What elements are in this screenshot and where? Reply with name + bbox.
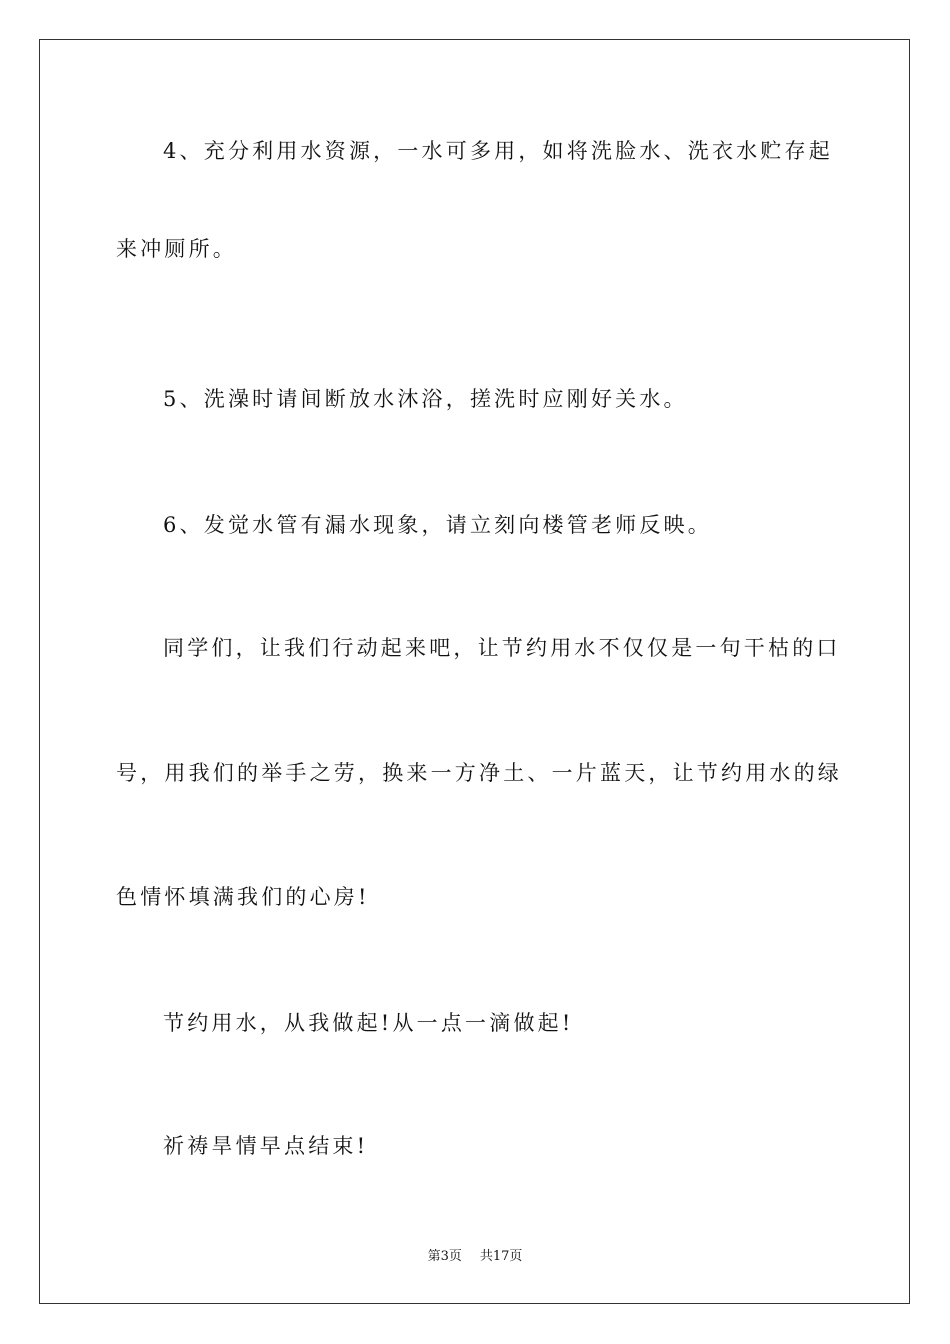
paragraph-line: 5、洗澡时请间断放水沐浴，搓洗时应刚好关水。 [163,387,688,411]
paragraph-line: 6、发觉水管有漏水现象，请立刻向楼管老师反映。 [163,513,712,537]
page-footer [0,1248,950,1266]
paragraph-line: 同学们，让我们行动起来吧，让节约用水不仅仅是一句干枯的口 [163,636,841,660]
paragraph-line: 号，用我们的举手之劳，换来一方净土、一片蓝天，让节约用水的绿 [116,761,842,785]
paragraph-line: 节约用水，从我做起!从一点一滴做起! [163,1011,574,1035]
paragraph-line: 色情怀填满我们的心房! [116,885,370,909]
page-number: 第3页 [427,1249,462,1264]
page-total: 共17页 [479,1249,523,1264]
page-border [39,39,910,1304]
paragraph-line: 4、充分利用水资源，一水可多用，如将洗脸水、洗衣水贮存起 [163,139,833,163]
paragraph-line: 祈祷旱情早点结束! [163,1134,369,1158]
paragraph-line: 来冲厕所。 [116,237,237,261]
